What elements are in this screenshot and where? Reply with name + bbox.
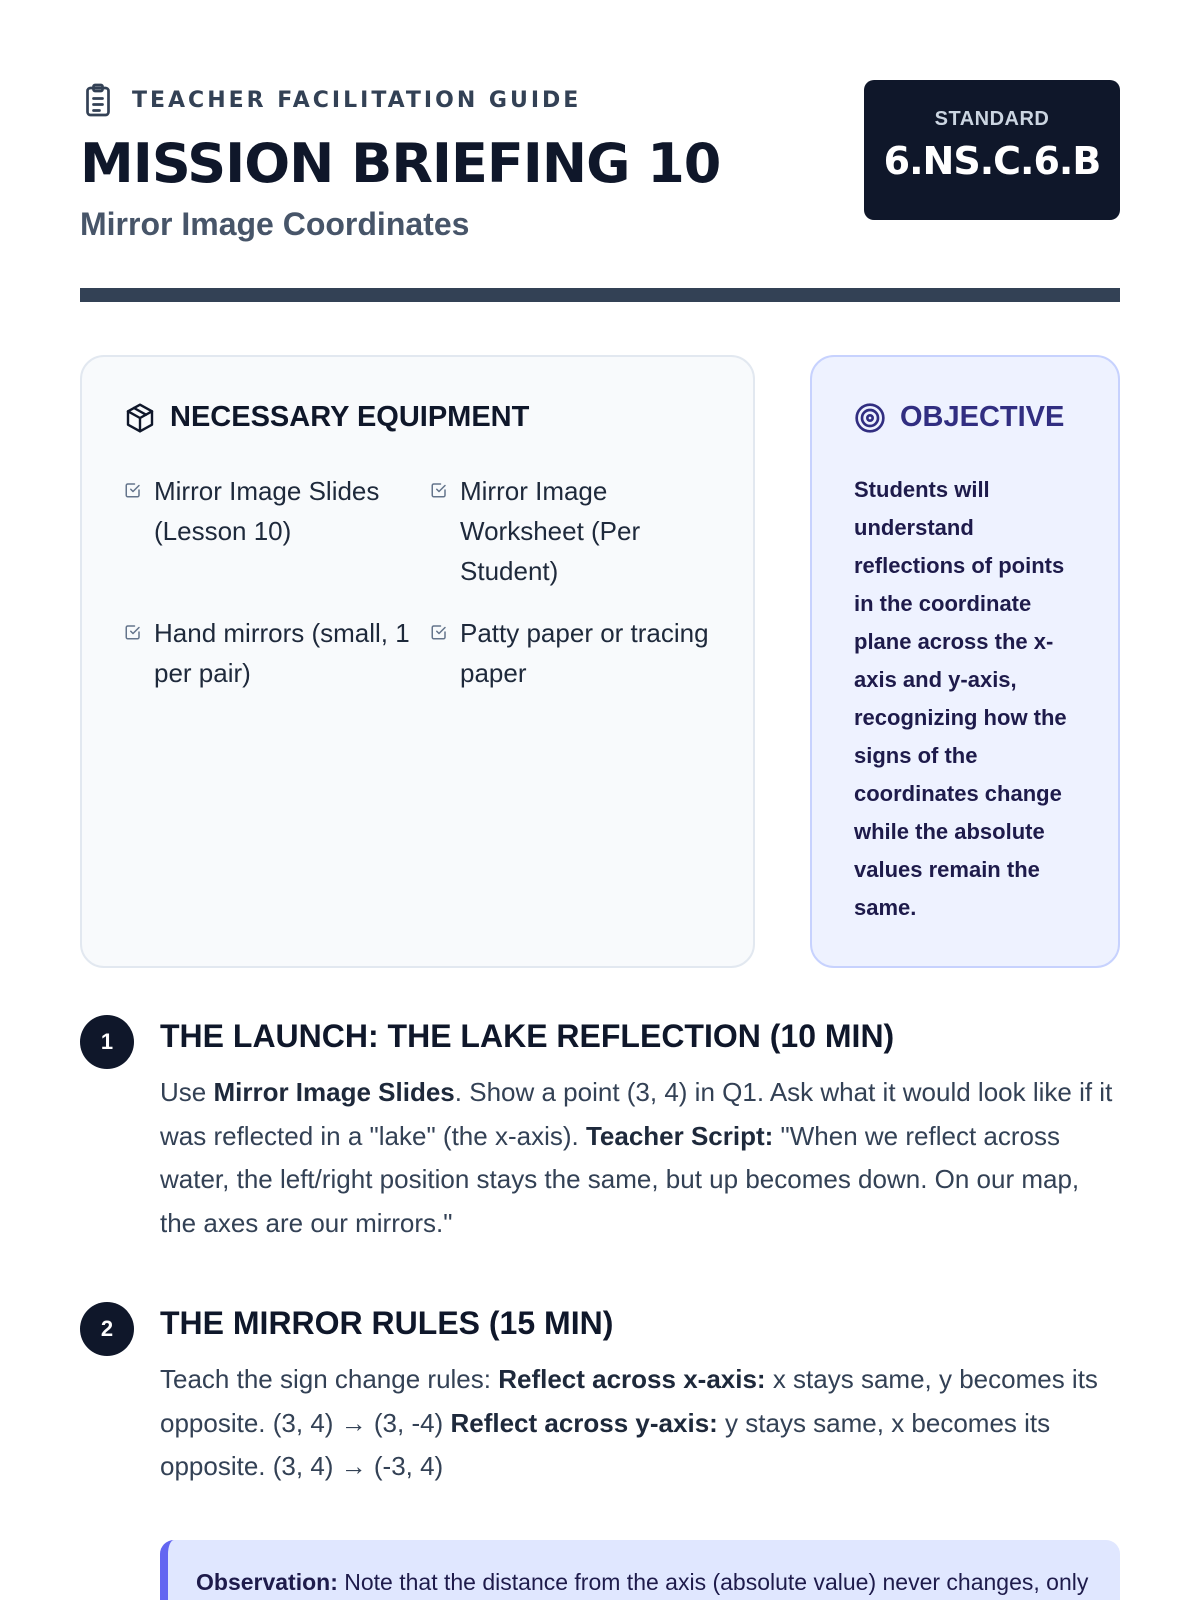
header-divider: [80, 288, 1120, 302]
step-number-badge: 2: [80, 1302, 134, 1356]
list-item: [430, 613, 724, 693]
step-text-emphasis: Reflect across x-axis:: [498, 1364, 766, 1394]
eyebrow: [80, 80, 581, 120]
equipment-title: NECESSARY EQUIPMENT: [170, 401, 530, 433]
objective-card: [810, 355, 1120, 968]
checkbox-checked-icon: [430, 481, 448, 499]
step-1: [80, 1015, 1120, 1265]
step-text: . Show a point (3, 4) in Q1. Ask what it would look like if it was reflected in a "lake" (the x-axis).: [160, 1077, 1113, 1151]
page-subtitle: Mirror Image Coordinates: [80, 206, 470, 242]
equipment-card-header: [124, 401, 529, 434]
overview-cards: [80, 355, 1120, 968]
step-text-emphasis: Mirror Image Slides: [213, 1077, 455, 1107]
step-text-emphasis: Teacher Script:: [585, 1120, 774, 1151]
step-2: [80, 1302, 1120, 1502]
checkbox-checked-icon: [430, 623, 448, 641]
step-text: "When we reflect across water, the left/right position stays the same, but up becomes down. On our map, the axes are our mirrors.": [160, 1120, 1080, 1238]
step-text-emphasis: Reflect across y-axis:: [450, 1407, 718, 1438]
list-item: [124, 613, 430, 693]
list-item: [430, 471, 724, 591]
target-icon: [854, 402, 886, 434]
step-text: x stays same, y becomes its opposite. (3, 4) → (3, -4): [160, 1364, 1098, 1438]
equipment-list: [124, 471, 724, 693]
header: [80, 0, 1120, 302]
equipment-item-label: Hand mirrors (small, 1 per pair): [154, 618, 410, 688]
step-text: y stays same, x becomes its opposite. (3, 4) → (-3, 4): [160, 1407, 1051, 1481]
step-text: Teach the sign change rules:: [160, 1364, 499, 1394]
eyebrow-label: TEACHER FACILITATION GUIDE: [132, 87, 582, 113]
package-icon: [124, 402, 156, 434]
standard-code: 6.NS.C.6.B: [883, 139, 1101, 183]
equipment-item-label: Mirror Image Worksheet (Per Student): [460, 476, 641, 586]
step-title: THE MIRROR RULES (15 MIN): [160, 1305, 614, 1341]
checkbox-checked-icon: [124, 623, 142, 641]
observation-label: Observation:: [196, 1569, 338, 1595]
step-body: [160, 1358, 1120, 1489]
equipment-card: [80, 355, 755, 968]
list-item: [124, 471, 430, 591]
objective-text: Students will understand reflections of points in the coordinate plane across the x-axis and y-axis, recognizing how the signs of the coordinates change while the absolute values remain the same.: [854, 477, 1067, 920]
standard-badge: [864, 80, 1120, 220]
checkbox-checked-icon: [124, 481, 142, 499]
page-title: MISSION BRIEFING 10: [80, 132, 721, 195]
observation-text: Note that the distance from the axis (absolute value) never changes, only: [337, 1569, 1089, 1595]
objective-card-header: [854, 401, 1064, 434]
objective-title: OBJECTIVE: [900, 401, 1065, 433]
standard-label: STANDARD: [934, 108, 1050, 130]
step-number-badge: 1: [80, 1015, 134, 1069]
equipment-item-label: Patty paper or tracing paper: [460, 618, 709, 688]
step-body: [160, 1071, 1120, 1245]
equipment-item-label: Mirror Image Slides (Lesson 10): [154, 476, 380, 546]
observation-callout: [160, 1540, 1120, 1600]
step-title: THE LAUNCH: THE LAKE REFLECTION (10 MIN): [160, 1018, 895, 1054]
step-text: Use: [160, 1077, 214, 1107]
teacher-guide-page: [80, 0, 1120, 1595]
clipboard-list-icon: [80, 82, 116, 118]
